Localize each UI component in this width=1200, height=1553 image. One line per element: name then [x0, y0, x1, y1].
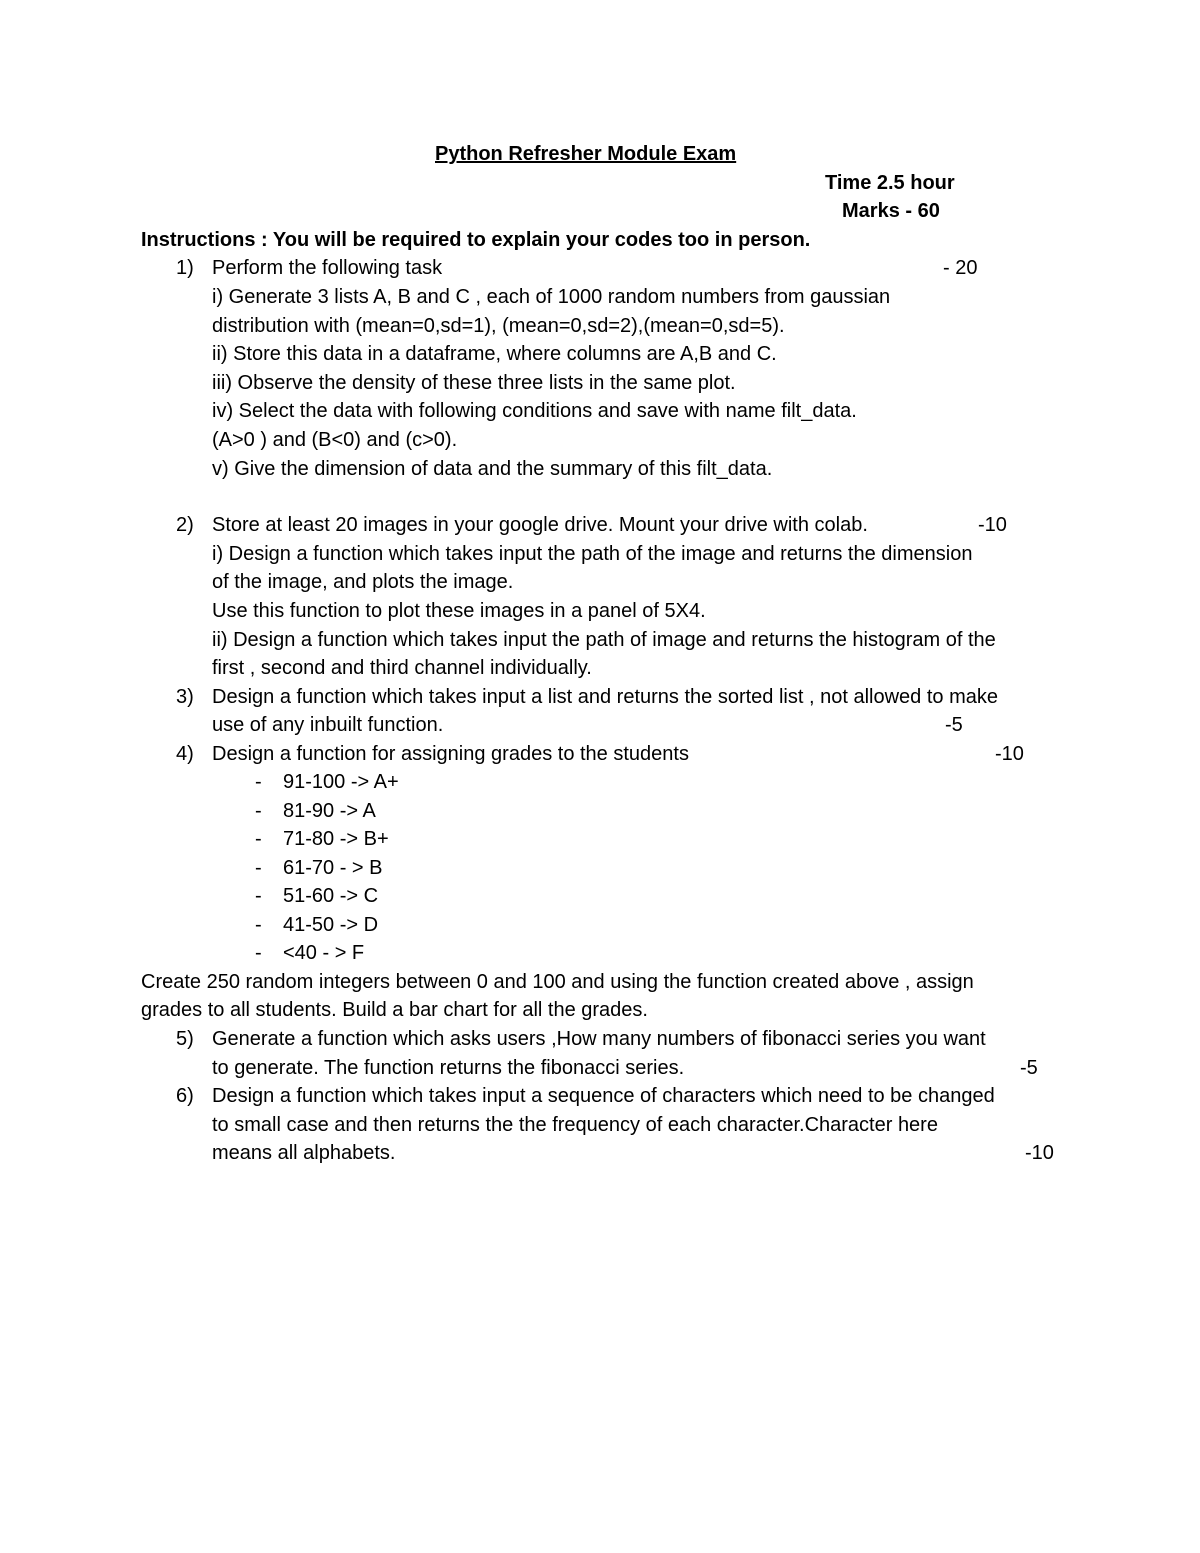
- q1-line-4: iii) Observe the density of these three lists in the same plot.: [212, 372, 736, 394]
- page-title: Python Refresher Module Exam: [435, 143, 737, 165]
- grade-item: 41-50 -> D: [283, 914, 379, 936]
- q3-number: 3): [176, 686, 194, 708]
- grade-item: <40 - > F: [283, 942, 365, 964]
- q2-marks: -10: [978, 514, 1007, 536]
- q1-line-6: (A>0 ) and (B<0) and (c>0).: [212, 429, 458, 451]
- grade-dash: -: [255, 771, 262, 793]
- q6-line-2: means all alphabets.: [212, 1142, 396, 1164]
- q2-line-4: ii) Design a function which takes input the path of image and returns the histogram of the: [212, 629, 996, 651]
- q2-text: Store at least 20 images in your google drive. Mount your drive with colab.: [212, 514, 868, 536]
- q2-line-5: first , second and third channel individually.: [212, 657, 592, 679]
- q1-line-1: i) Generate 3 lists A, B and C , each of 1000 random numbers from gaussian: [212, 286, 891, 308]
- q5-marks: -5: [1020, 1057, 1038, 1079]
- time-label: Time 2.5 hour: [825, 172, 955, 194]
- q2-line-1: i) Design a function which takes input the path of the image and returns the dimension: [212, 543, 973, 565]
- q4-followup-1: Create 250 random integers between 0 and 100 and using the function created above , assign: [141, 971, 974, 993]
- q6-line-1: to small case and then returns the the frequency of each character.Character here: [212, 1114, 938, 1136]
- q5-line-1: to generate. The function returns the fibonacci series.: [212, 1057, 685, 1079]
- q1-line-7: v) Give the dimension of data and the summary of this filt_data.: [212, 458, 773, 480]
- grade-dash: -: [255, 885, 262, 907]
- q4-marks: -10: [995, 743, 1024, 765]
- grade-item: 61-70 - > B: [283, 857, 383, 879]
- grade-item: 81-90 -> A: [283, 800, 376, 822]
- grade-dash: -: [255, 942, 262, 964]
- grade-item: 71-80 -> B+: [283, 828, 389, 850]
- q1-line-2: distribution with (mean=0,sd=1), (mean=0,sd=2),(mean=0,sd=5).: [212, 315, 785, 337]
- grade-dash: -: [255, 857, 262, 879]
- marks-label: Marks - 60: [842, 200, 940, 222]
- q4-followup-2: grades to all students. Build a bar chart for all the grades.: [141, 999, 648, 1021]
- q3-text: Design a function which takes input a list and returns the sorted list , not allowed to make: [212, 686, 998, 708]
- q2-line-3: Use this function to plot these images in a panel of 5X4.: [212, 600, 706, 622]
- q6-number: 6): [176, 1085, 194, 1107]
- instructions: Instructions : You will be required to explain your codes too in person.: [141, 229, 811, 251]
- q6-marks: -10: [1025, 1142, 1054, 1164]
- q3-marks: -5: [945, 714, 963, 736]
- grade-dash: -: [255, 914, 262, 936]
- grade-item: 91-100 -> A+: [283, 771, 399, 793]
- q4-text: Design a function for assigning grades to the students: [212, 743, 689, 765]
- q6-text: Design a function which takes input a sequence of characters which need to be changed: [212, 1085, 995, 1107]
- q1-number: 1): [176, 257, 194, 279]
- grade-dash: -: [255, 800, 262, 822]
- q1-marks: - 20: [943, 257, 978, 279]
- grade-dash: -: [255, 828, 262, 850]
- q1-line-3: ii) Store this data in a dataframe, where columns are A,B and C.: [212, 343, 777, 365]
- q5-number: 5): [176, 1028, 194, 1050]
- q5-text: Generate a function which asks users ,How many numbers of fibonacci series you want: [212, 1028, 986, 1050]
- q4-number: 4): [176, 743, 194, 765]
- q2-line-2: of the image, and plots the image.: [212, 571, 514, 593]
- q1-text: Perform the following task: [212, 257, 443, 279]
- grade-item: 51-60 -> C: [283, 885, 379, 907]
- q1-line-5: iv) Select the data with following conditions and save with name filt_data.: [212, 400, 857, 422]
- q2-number: 2): [176, 514, 194, 536]
- q3-line-1: use of any inbuilt function.: [212, 714, 444, 736]
